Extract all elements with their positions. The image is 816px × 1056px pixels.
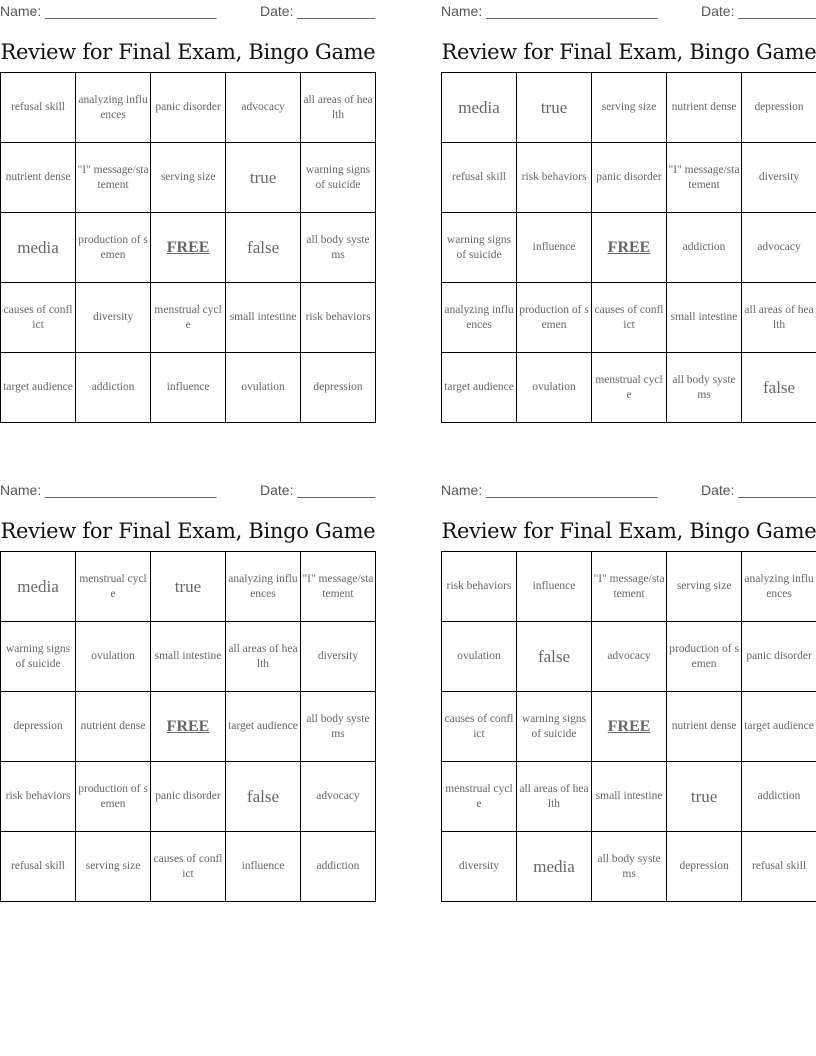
date-field: Date: __________ xyxy=(260,482,376,498)
bingo-cell: small intestine xyxy=(667,283,742,353)
bingo-row xyxy=(1,692,376,762)
bingo-cell: target audience xyxy=(442,353,517,423)
bingo-cell: ovulation xyxy=(442,622,517,692)
bingo-cell: depression xyxy=(1,692,76,762)
bingo-cell: ovulation xyxy=(517,353,592,423)
bingo-row xyxy=(1,353,376,423)
bingo-cell: risk behaviors xyxy=(517,143,592,213)
bingo-cell: all body systems xyxy=(301,213,376,283)
bingo-cell: refusal skill xyxy=(1,73,76,143)
bingo-cell: small intestine xyxy=(592,762,667,832)
bingo-cell: risk behaviors xyxy=(301,283,376,353)
bingo-cell: "I" message/statement xyxy=(592,552,667,622)
bingo-cell: nutrient dense xyxy=(76,692,151,762)
bingo-cell: menstrual cycle xyxy=(151,283,226,353)
bingo-cell: panic disorder xyxy=(742,622,816,692)
bingo-cell: true xyxy=(517,73,592,143)
name-field: Name: ______________________ xyxy=(0,482,217,498)
bingo-cell: advocacy xyxy=(300,762,375,832)
bingo-cell: ovulation xyxy=(76,622,151,692)
bingo-cell: risk behaviors xyxy=(1,762,76,832)
card-title: Review for Final Exam, Bingo Game xyxy=(0,519,376,543)
bingo-cell: menstrual cycle xyxy=(442,762,517,832)
bingo-cell: all areas of health xyxy=(742,283,816,353)
bingo-cell: addiction xyxy=(667,213,742,283)
bingo-row xyxy=(1,283,376,353)
bingo-cell: analyzing influences xyxy=(226,552,301,622)
bingo-cell: panic disorder xyxy=(151,762,226,832)
bingo-cell: panic disorder xyxy=(151,73,226,143)
bingo-cell: serving size xyxy=(667,552,742,622)
bingo-cell: refusal skill xyxy=(742,832,816,902)
bingo-cell: all body systems xyxy=(592,832,667,902)
bingo-cell: influence xyxy=(226,832,301,902)
bingo-cell: causes of conflict xyxy=(592,283,667,353)
bingo-cell: warning signs of suicide xyxy=(442,213,517,283)
bingo-grid xyxy=(0,551,376,902)
bingo-cell: all body systems xyxy=(667,353,742,423)
bingo-row xyxy=(442,762,816,832)
bingo-cell: serving size xyxy=(151,143,226,213)
bingo-cell: "I" message/statement xyxy=(667,143,742,213)
bingo-row xyxy=(1,622,376,692)
bingo-cell: target audience xyxy=(742,692,816,762)
bingo-cell: advocacy xyxy=(742,213,816,283)
bingo-cell: causes of conflict xyxy=(442,692,517,762)
bingo-cell: serving size xyxy=(592,73,667,143)
free-space: FREE xyxy=(592,213,667,283)
bingo-cell: production of semen xyxy=(76,213,151,283)
date-field: Date: __________ xyxy=(701,3,816,19)
bingo-cell: media xyxy=(1,552,76,622)
bingo-cell: production of semen xyxy=(76,762,151,832)
bingo-row xyxy=(1,552,376,622)
bingo-cell: risk behaviors xyxy=(442,552,517,622)
bingo-cell: influence xyxy=(517,213,592,283)
bingo-cell: all areas of health xyxy=(301,73,376,143)
bingo-row xyxy=(1,832,376,902)
bingo-cell: false xyxy=(516,622,591,692)
date-field: Date: __________ xyxy=(701,482,816,498)
bingo-cell: false xyxy=(226,213,301,283)
bingo-row xyxy=(442,552,816,622)
bingo-cell: nutrient dense xyxy=(667,73,742,143)
bingo-cell: true xyxy=(226,143,301,213)
bingo-cell: refusal skill xyxy=(442,143,517,213)
bingo-cell: analyzing influences xyxy=(76,73,151,143)
bingo-cell: media xyxy=(516,832,591,902)
bingo-cell: diversity xyxy=(300,622,375,692)
bingo-cell: advocacy xyxy=(592,622,667,692)
bingo-row xyxy=(1,762,376,832)
bingo-cell: menstrual cycle xyxy=(76,552,151,622)
bingo-cell: depression xyxy=(301,353,376,423)
bingo-cell: causes of conflict xyxy=(1,283,76,353)
bingo-cell: all areas of health xyxy=(516,762,591,832)
free-space: FREE xyxy=(592,692,667,762)
name-date-line xyxy=(0,479,376,501)
bingo-cell: media xyxy=(442,73,517,143)
bingo-cell: all areas of health xyxy=(226,622,301,692)
bingo-cell: true xyxy=(151,552,226,622)
name-date-line xyxy=(441,479,816,501)
bingo-cell: advocacy xyxy=(226,73,301,143)
card-title: Review for Final Exam, Bingo Game xyxy=(441,40,816,64)
name-field: Name: ______________________ xyxy=(0,3,217,19)
free-space: FREE xyxy=(151,213,226,283)
bingo-cell: panic disorder xyxy=(592,143,667,213)
bingo-cell: influence xyxy=(151,353,226,423)
card-title: Review for Final Exam, Bingo Game xyxy=(0,40,376,64)
bingo-cell: addiction xyxy=(742,762,816,832)
name-date-line xyxy=(0,0,376,22)
bingo-cell: "I" message/statement xyxy=(300,552,375,622)
bingo-row xyxy=(442,73,816,143)
bingo-cell: all body systems xyxy=(300,692,375,762)
bingo-cell: depression xyxy=(667,832,742,902)
name-date-line xyxy=(441,0,816,22)
bingo-cell: true xyxy=(667,762,742,832)
free-space: FREE xyxy=(151,692,226,762)
bingo-row xyxy=(1,73,376,143)
bingo-cell: false xyxy=(226,762,301,832)
bingo-cell: nutrient dense xyxy=(667,692,742,762)
name-field: Name: ______________________ xyxy=(441,3,658,19)
bingo-cell: small intestine xyxy=(151,622,226,692)
bingo-cell: addiction xyxy=(300,832,375,902)
bingo-cell: nutrient dense xyxy=(1,143,76,213)
bingo-cell: diversity xyxy=(76,283,151,353)
bingo-cell: media xyxy=(1,213,76,283)
bingo-cell: false xyxy=(742,353,816,423)
bingo-cell: menstrual cycle xyxy=(592,353,667,423)
bingo-cell: refusal skill xyxy=(1,832,76,902)
bingo-grid xyxy=(441,551,816,902)
bingo-cell: warning signs of suicide xyxy=(1,622,76,692)
bingo-row xyxy=(442,692,816,762)
bingo-cell: analyzing influences xyxy=(442,283,517,353)
bingo-cell: diversity xyxy=(442,832,517,902)
bingo-cell: "I" message/statement xyxy=(76,143,151,213)
bingo-cell: target audience xyxy=(226,692,301,762)
bingo-cell: target audience xyxy=(1,353,76,423)
bingo-cell: influence xyxy=(516,552,591,622)
bingo-row xyxy=(442,353,816,423)
bingo-cell: production of semen xyxy=(517,283,592,353)
name-field: Name: ______________________ xyxy=(441,482,658,498)
bingo-grid xyxy=(441,72,816,423)
bingo-row xyxy=(442,832,816,902)
bingo-cell: analyzing influences xyxy=(742,552,816,622)
card-title: Review for Final Exam, Bingo Game xyxy=(441,519,816,543)
bingo-row xyxy=(442,143,816,213)
bingo-row xyxy=(442,213,816,283)
bingo-cell: addiction xyxy=(76,353,151,423)
bingo-row xyxy=(442,283,816,353)
bingo-cell: serving size xyxy=(76,832,151,902)
bingo-grid xyxy=(0,72,376,423)
bingo-cell: causes of conflict xyxy=(151,832,226,902)
bingo-row xyxy=(442,622,816,692)
bingo-cell: warning signs of suicide xyxy=(516,692,591,762)
bingo-cell: warning signs of suicide xyxy=(301,143,376,213)
bingo-row xyxy=(1,213,376,283)
bingo-cell: diversity xyxy=(742,143,816,213)
bingo-row xyxy=(1,143,376,213)
bingo-cell: production of semen xyxy=(667,622,742,692)
bingo-cell: ovulation xyxy=(226,353,301,423)
date-field: Date: __________ xyxy=(260,3,376,19)
bingo-cell: small intestine xyxy=(226,283,301,353)
bingo-cell: depression xyxy=(742,73,816,143)
